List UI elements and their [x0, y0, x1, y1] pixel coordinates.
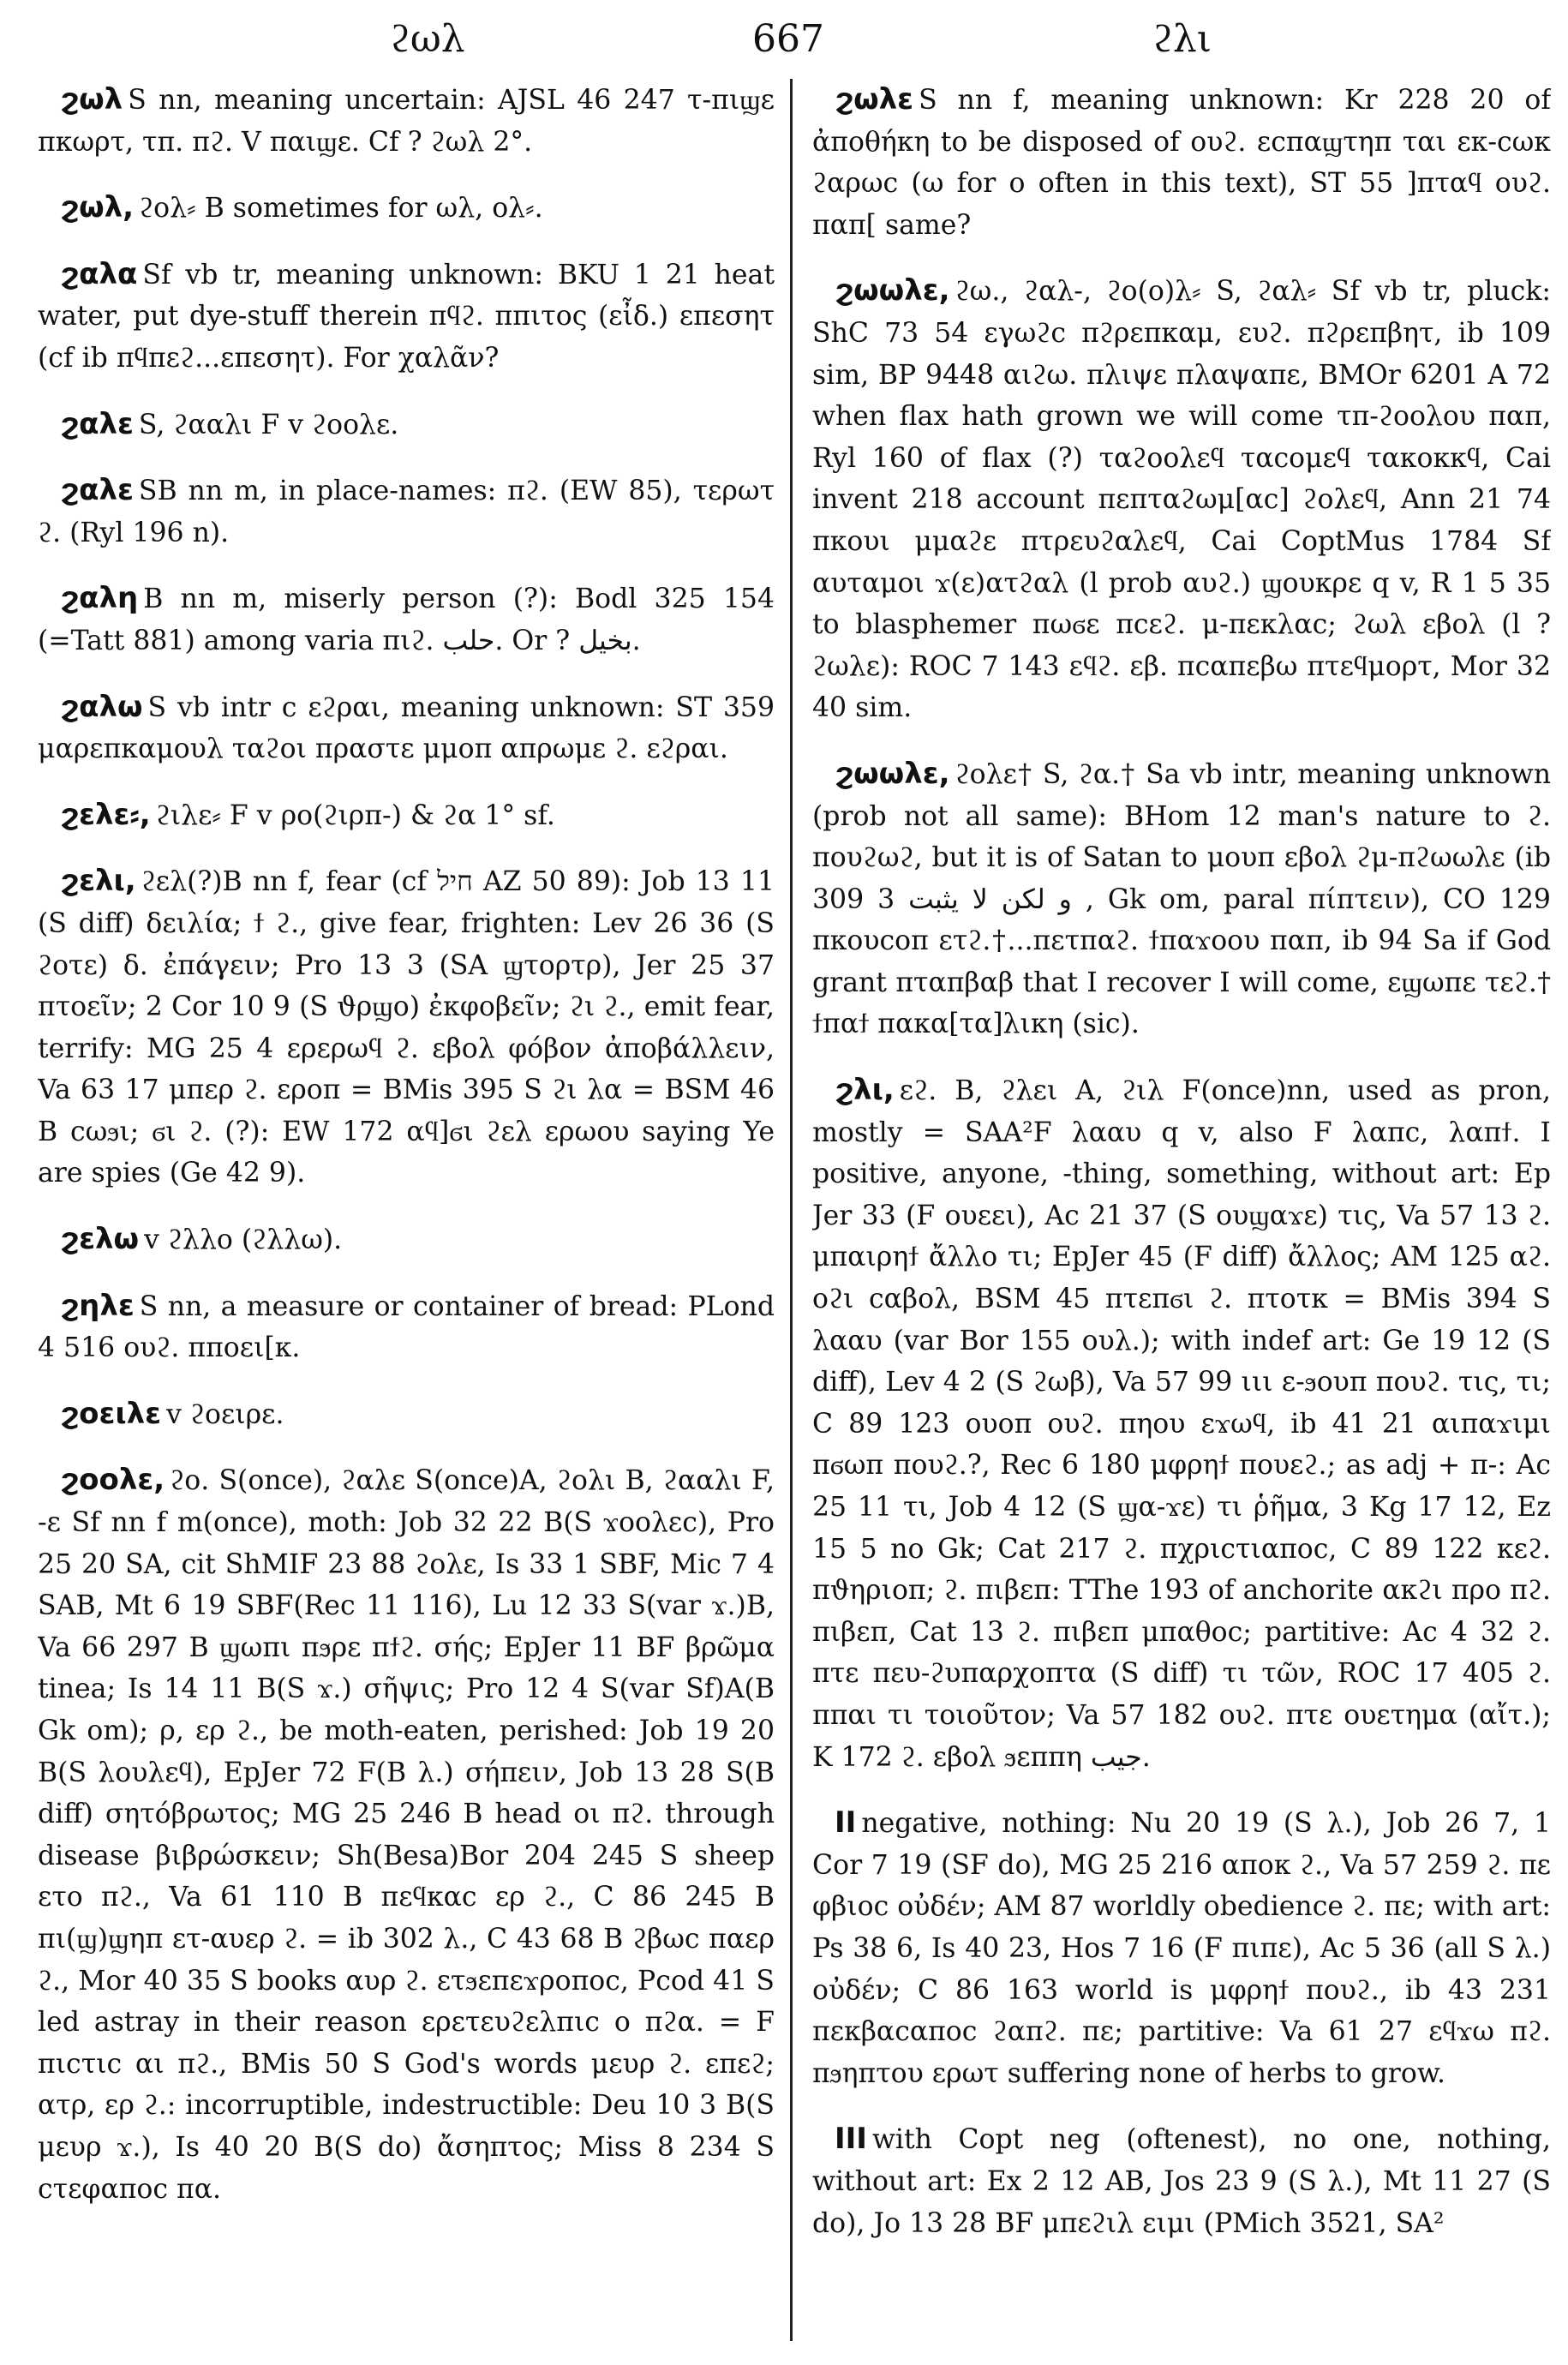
entry-lemma: ϩωωλε,	[835, 273, 950, 308]
entry-lemma: ϩελε⸗,	[60, 797, 151, 832]
entry	[38, 860, 775, 1194]
entry-lemma: ϩωλ	[60, 82, 123, 117]
entry	[812, 270, 1551, 729]
entry	[38, 1393, 775, 1436]
entry	[38, 470, 775, 554]
entry-text: ϩολε† S, ϩα.† Sa vb intr, meaning unknown (prob not all same): BHom 12 man's nature to ϩ. πουϩωϩ, but it is of Satan to μουπ εβολ ϩμ-πϩωωλε (ib 309 3 ﻭ ﻟﻜﻦ ﻻ ﻳﺜﺒﺖ , Gk om, paral πίπτειν), CO 129 πκουϲοπ ετϩ.†...πετπαϩ. ϯπαϫοου παπ, ib 94 Sa if God grant πταπβαβ that I recover I will come, εϣωπε τεϩ.† ϯπαϯ πακα[τα]λικη (sic).	[812, 758, 1551, 1040]
entry-text: with Copt neg (oftenest), no one, nothing, without art: Ex 2 12 AB, Jos 23 9 (S λ.), Mt 11 27 (S do), Jo 13 28 BF μπεϩιλ ειμι (PMich 3521, SA²	[812, 2124, 1551, 2239]
entry	[812, 1069, 1551, 1778]
entry-lemma: ϩαλε	[60, 406, 134, 441]
entry	[38, 794, 775, 837]
entry-lemma: ϩελω	[60, 1222, 140, 1257]
entry	[38, 686, 775, 770]
entry-text: ϩολ⸗ B sometimes for ωλ, ολ⸗.	[139, 193, 543, 225]
entry-text: ϩω., ϩαλ-, ϩο(ο)λ⸗ S, ϩαλ⸗ Sf vb tr, pluck: ShC 73 54 εγωϩϲ πϩρεπκαμ, ευϩ. πϩρεπβητ, ib 109 sim, BP 9448 αιϩω. πλιψε πλαψαπε, BMOr 6201 A 72 when flax hath grown we will come τπ-ϩοολου παπ, Ryl 160 of flax (?) ταϩοολεϥ ταϲομεϥ τακοκκϥ, Cai invent 218 account πεπταϩωμ[αϲ] ϩολεϥ, Ann 21 74 πκουι μμαϩε πτρευϩαλεϥ, Cai CoptMus 1784 Sf αυταμοι ϫ(ε)ατϩαλ (l prob αυϩ.) ϣουκρε q v, R 1 5 35 to blasphemer πωϭε πϲεϩ. μ-πεκλαϲ; ϩωλ εβολ (l ? ϩωλε): ROC 7 143 εϥϩ. εβ. πϲαπεβω πτεϥμορτ, Mor 32 40 sim.	[812, 276, 1551, 724]
entry	[38, 1218, 775, 1261]
entry-text: S nn, a measure or container of bread: PLond 4 516 ουϩ. πποει[κ.	[38, 1290, 775, 1364]
entry-text: ϩο. S(once), ϩαλε S(once)A, ϩολι B, ϩααλι F, -ε Sf nn f m(once), moth: Job 32 22 B(S ϫοολεϲ), Pro 25 20 SA, cit ShMIF 23 88 ϩολε, Is 33 1 SBF, Mic 7 4 SAB, Mt 6 19 SBF(Rec 11 116), Lu 12 33 S(var ϫ.)B, Va 66 297 B ϣωπι πϧρε πϯϩ. σής; EpJer 11 BF βρῶμα tinea; Is 14 11 B(S ϫ.) σῆψις; Pro 12 4 S(var Sf)A(B Gk om); ρ, ερ ϩ., be moth-eaten, perished: Job 19 20 B(S λουλεϥ), EpJer 72 F(B λ.) σήπειν, Job 13 28 S(B diff) σητόβρωτος; MG 25 246 B head οι πϩ. through disease βιβρώσκειν; Sh(Besa)Bor 204 245 S sheep ετο πϩ., Va 61 110 B πεϥκαϲ ερ ϩ., C 86 245 B πι(ϣ)ϣηπ ετ-αυερ ϩ. = ib 302 λ., C 43 68 B ϩβωϲ παερ ϩ., Mor 40 35 S books αυρ ϩ. ετϧεπεϫροποϲ, Pcod 41 S led astray in their reason ερετευϩελπιϲ ο πϩα. = F πιϲτιϲ αι πϩ., BMis 50 S God's words μευρ ϩ. επεϩ; ατρ, ερ ϩ.: incorruptible, indestructible: Deu 10 3 B(S μευρ ϫ.), Is 40 20 B(S do) ἄσηπτος; Miss 8 234 S ϲτεφαποϲ πα.	[38, 1465, 775, 2205]
entry	[38, 1459, 775, 2210]
entry-lemma: ϩαλε	[60, 473, 134, 508]
entry-text: v ϩλλο (ϩλλω).	[144, 1224, 343, 1256]
entry	[38, 1285, 775, 1369]
entry	[812, 753, 1551, 1045]
entry-lemma: ϩαλα	[60, 256, 138, 291]
running-head-left: ϩωλ	[390, 17, 465, 61]
entry-text: εϩ. B, ϩλει A, ϩιλ F(once)nn, used as pron, mostly = SAA²F λααυ q v, also F λαπϲ, λαπϯ. I positive, anyone, -thing, something, without art: Ep Jer 33 (F ουεει), Ac 21 37 (S ουϣαϫε) τις, Va 57 13 ϩ. μπαιρηϯ ἄλλο τι; EpJer 45 (F diff) ἄλλος; AM 125 αϩ. οϩι ϲαβολ, BSM 45 πτεπϭι ϩ. πτοτκ = BMis 394 S λααυ (var Bor 155 ουλ.); with indef art: Ge 19 12 (S diff), Lev 4 2 (S ϩωβ), Va 57 99 ιιι ε-ϧουπ πουϩ. τις, τι; C 89 123 ουοπ ουϩ. πηου εϫωϥ, ib 41 21 αιπαϫιμι πϭωπ πουϩ.?, Rec 6 180 μφρηϯ πουεϩ.; as adj + π-: Ac 25 11 τι, Job 4 12 (S ϣα-ϫε) τι ῥῆμα, 3 Kg 17 12, Ez 15 5 no Gk; Cat 217 ϩ. πχριϲτιαποϲ, C 89 122 κεϩ. πϑηριοπ; ϩ. πιβεπ: TThe 193 of anchorite ακϩι προ πϩ. πιβεπ, Cat 13 ϩ. πιβεπ μπαθοϲ; partitive: Ac 4 32 ϩ. πτε πευ-ϩυπαρχοπτα (S diff) τι τῶν, ROC 17 405 ϩ. ππαι τι τοιοῦτον; Va 57 182 ουϩ. πτε ουετημα (αἴτ.); K 172 ϩ. εβολ ϧεππη ﺟﻴﺐ.	[812, 1075, 1551, 1773]
entry-text: B nn m, miserly person (?): Bodl 325 154 (=Tatt 881) among varia πιϩ. ﺣﻠﺐ. Or ? ﺑﺨﻴﻞ.	[38, 584, 775, 656]
left-column	[38, 79, 775, 2350]
entry	[812, 2118, 1551, 2244]
entry-lemma: ϩωωλε,	[835, 756, 950, 791]
entry	[38, 404, 775, 446]
entry-lemma: ϩωλε	[835, 82, 914, 117]
entry	[38, 578, 775, 662]
entry-lemma: ϩαλω	[60, 689, 143, 724]
entry-lemma: ϩηλε	[60, 1288, 135, 1323]
entry-text: ϩελ(?)B nn f, fear (cf חיל AZ 50 89): Job 13 11 (S diff) δειλία; ϯ ϩ., give fear, frighten: Lev 26 36 (S ϩοτε) δ. ἐπάγειν; Pro 13 3 (SA ϣτορτρ), Jer 25 37 πτοεῖν; 2 Cor 10 9 (S ϑρϣο) ἐκφοβεῖν; ϩι ϩ., emit fear, terrify: MG 25 4 ερερωϥ ϩ. εβολ φόβον ἀποβάλλειν, Va 63 17 μπερ ϩ. εροπ = BMis 395 S ϩι λα = BSM 46 B ϲωϧι; ϭι ϩ. (?): EW 172 αϥ]ϭι ϩελ ερωου saying Ye are spies (Ge 42 9).	[38, 866, 775, 1189]
entry	[812, 1802, 1551, 2094]
entry-text: negative, nothing: Nu 20 19 (S λ.), Job 26 7, 1 Cor 7 19 (SF do), MG 25 216 αποκ ϩ., Va 57 259 ϩ. πε φβιοϲ οὐδέν; AM 87 worldly obedience ϩ. πε; with art: Ps 38 6, Is 40 23, Hos 7 16 (F πιπε), Ac 5 36 (all S λ.) οὐδέν; C 86 163 world is μφρηϯ πουϩ., ib 43 231 πεκβαϲαποϲ ϩαπϩ. πε; partitive: Va 61 27 εϥϫω πϩ. πϧηπτου ερωτ suffering none of herbs to grow.	[812, 1808, 1551, 2089]
entry-text: SB nn m, in place-names: πϩ. (EW 85), τερωτ ϩ. (Ryl 196 n).	[38, 476, 775, 548]
entry-text: S, ϩααλι F v ϩοολε.	[138, 409, 399, 440]
entry	[38, 187, 775, 230]
entry-text: S nn, meaning uncertain: AJSL 46 247 τ-πιϣε πκωρτ, τπ. πϩ. V παιϣε. Cf ? ϩωλ 2°.	[38, 85, 775, 158]
entry-lemma: III	[835, 2122, 867, 2157]
right-column	[812, 79, 1551, 2350]
entry-text: Sf vb tr, meaning unknown: BKU 1 21 heat water, put dye-stuff therein πϥϩ. ππιτος (εἶδ.) επεσητ (cf ib πϥπεϩ...επεσητ). For χαλᾶν?	[38, 259, 775, 374]
entry	[38, 254, 775, 380]
page-number: 667	[752, 17, 824, 61]
entry-lemma: ϩοειλε	[60, 1396, 162, 1431]
running-head-right: ϩλι	[1152, 17, 1212, 61]
entry-text: ϩιλε⸗ F v ρο(ϩιρπ-) & ϩα 1° sf.	[155, 799, 555, 831]
entry-lemma: ϩελι,	[60, 864, 136, 899]
entry-text: S vb intr c εϩραι, meaning unknown: ST 359 μαρεπκαμουλ ταϩοι πραστε μμοπ απρωμε ϩ. εϩραι.	[38, 692, 775, 765]
entry-lemma: ϩωλ,	[60, 190, 135, 225]
column-divider	[790, 79, 793, 2341]
entry	[812, 79, 1551, 246]
entry-lemma: ϩαλη	[60, 581, 139, 616]
entry-lemma: II	[835, 1805, 857, 1841]
entry-text: v ϩοειρε.	[166, 1398, 284, 1430]
entry-lemma: ϩοολε,	[60, 1463, 165, 1498]
entry-text: S nn f, meaning unknown: Kr 228 20 of ἀποθήκη to be disposed of ουϩ. εϲπαϣτηπ ται εκ-ϲωκ ϩαρωϲ (ω for ο often in this text), ST 55 ]πταϥ ουϩ. παπ[ same?	[812, 85, 1551, 241]
entry	[38, 79, 775, 163]
entry-lemma: ϩλι,	[835, 1073, 895, 1108]
